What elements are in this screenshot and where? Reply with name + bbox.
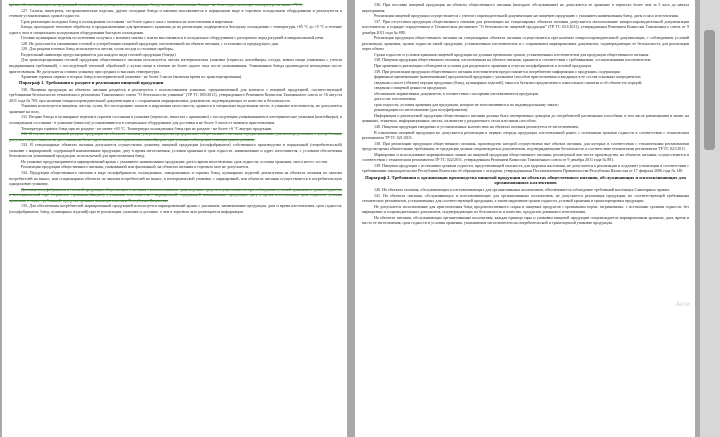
paragraph: Разделочный инвентарь предусматривается для каждого вида готовой продукции (блюда).	[21, 51, 177, 57]
paragraph: 138. При реализации продукции общественного питания, производство которой осуществлено вне объекта питания, для которых в соответствии с техническими регламентами предусмотрены обязательные требования, ее продукция должна сопровождаться документами, подтверждающими безопасность и соответствие техническим регламентам ТР ТС 021/2011.	[362, 140, 689, 152]
paragraph: 133. В стационарных объектах питания допускается осуществлять упаковку пищевой продукции (полуфабрикатов) собственного производства в порционной (потребительской) упаковке с маркировкой, содержащей наименование продукции, дату и время изготовления, условия хранения и срок годности, наименование и адрес изготовителя, с условием обеспечения безопасности упакованной продукции, используемой для приготовления блюд.	[9, 142, 342, 159]
paragraph: Для транспортирования готовой продукции общественного питания используется чистая изотермическая упаковка (термосы, контейнеры, посуда, ковши пищи упакованы с учетом выдерживания требований), с последующей тепловой обработкой у кухни пищи в течение не более одного часа после упаковывания. Упакованные блюда производятся немедленно после приготовления. Не допускается ставить упаковку при средних и высоких температурах.	[9, 57, 342, 74]
list-item: обозначение нормативных документов, в соответствии с которыми изготавливается продукция;	[374, 90, 539, 96]
section-heading: Параграф 1. Требования к раздаче и реализации пищевой продукции	[19, 80, 164, 86]
paragraph: Упаковка используется пищевая, чистая, сухая, без посторонних запахов и нарушения целостности, хранится в специально выделенном месте, в упаковке изготовителя, не допускается хранение на полу.	[9, 103, 342, 114]
paragraph: На объектах питания, обслуживающих организованные коллективы, каждая единица тары и упаковки пищевой продукции сопровождается маркировочным ярлыком, дата, время и место ее изготовления, срок годности и условия хранения, указываемые изготовителем на потребительской и транспортной упаковке продукции.	[362, 214, 689, 226]
paragraph: Маркировка и использование маркировочных знаков на пищевой продукции общественного питания, реализуемой вне места производства, на объектах питания, осуществляется в соответствии с техническим регламентом ТР ТС 022/2011, утвержденным Решением Комиссии Таможенного союза от 9 декабря 2011 года № 881.	[362, 151, 689, 163]
paragraph: 139. При реализации продукции общественного питания изготовителем предоставляется потребителю информация о продукции, содержащая:	[374, 68, 621, 74]
paragraph: 130. Пищевая продукция на объектах питания раздаётся и реализуется с использованием упаковки, предназначенной для контакта с пищевой продукцией, соответствующей требованиям безопасности технического регламента Таможенного союза "О безопасности упаковки" (ТР ТС 005/2011), утвержденного Решением Комиссии Таможенного союза от 16 августа 2011 года № 769, при наличии товаросопроводительной документации и с сохранением маркировочных документов, подтверждающих ее качество и безопасность.	[9, 86, 342, 103]
list-item: срок годности, условия хранения для продукции, которые не изготавливаются по индивидуальному заказу;	[374, 101, 559, 107]
paragraph: Сроки годности и условия хранения пищевой продукции не должны превышать сроков, установленных изготовителем для продукции общественного питания.	[374, 51, 650, 57]
paragraph: 140. На объектах питания, обслуживающих и изготавливающих для организованных коллективов, обеспечивается соблюдение требований настоящих Санитарных правил.	[374, 186, 671, 192]
paragraph: 135. Для обеспечения потребителей маркированной продукцией используется маркировочный ярлык с указанием: наименование продукции, дата и время изготовления, срок годности; (полуфабрикатов, блюд, кулинарных изделий) при ее реализации, упаковке и доставке, о чем в торговом зале размещается информация.	[9, 203, 342, 214]
paragraph: Срок реализации холодных блюд в охлажденном состоянии - не более одного часа с момента их изготовления и нарезания.	[21, 18, 234, 24]
paragraph: В отношении пищевой продукции не допускается реализация в первую очередь продукции, изготовленной ранее, с истекшими сроками годности в соответствии с техническим регламентом ТР ТС 021/2011.	[362, 129, 689, 141]
list-item: дата и час изготовления;	[374, 96, 417, 102]
list-item: рекомендации по изготовлению (для полуфабрикатов).	[374, 107, 469, 113]
struck-text: время, обеспечивающего непрерывный теплоноситель для приема дозированных блюд, питание оптимально блюда - не более двух часов при температуре не ниже +75 С.	[9, 2, 303, 7]
paragraph: Реализация продукции общественного питания, упакованной или фасованной, на объектах питания в торговом зале не допускается.	[21, 164, 250, 170]
paragraph: 127. Салаты, винегреты, гастрономические изделия, другие холодные блюда и напитки выставляются в порционном виде в торговом холодильном оборудовании и реализуются в течение установленных сроков годности.	[9, 7, 342, 19]
paragraph: 136. При поставке пищевой продукции на объекты общественного питания (выездное обслуживание) не допускается ее хранение в термосах более чем за 3 часа до начала мероприятия.	[362, 2, 689, 13]
paragraph: Реализация продукции общественного питания на стационарных объектах питания осуществляется при наличии товаросопроводительной документации, с соблюдением условий реализации, хранения, сроков годности такой продукции, установленных изготовителем и с сохранением маркировочных документов, подтверждающих ее безопасность для реализации через объект.	[362, 35, 689, 52]
paragraph: 129. Для раздачи готовых блюд используются чистая, сухая посуда и столовые приборы.	[21, 46, 174, 52]
paragraph: 137. При отсутствии продукции общественного питания для реализации на стационарных объектах питания допускается использование товаросопроводительной документации изготовителя, в порядке определенном в Техническом регламенте "О безопасности пищевой продукции" (ТР ТС 021/2011), утвержденным Решением Комиссии Таможенного союза от 9 декабря 2011 года № 880.	[362, 18, 689, 35]
paragraph: 128. Не допускается смешивание готовой к употреблению пищевой продукции, изготовленной на объекте питания, с остатками от предыдущего дня.	[21, 40, 279, 46]
struck-text: Доставка полуфабрикатов и готовой продукции общественного питания с использованием транспортных средств осуществляется при соблюдении условий хранения и сроков годности, в изотермической таре (термосах, термоконтейнерах), в упаковке изготовителя с маркировкой, содержащей наименование продукции, дату и время изготовления, срок годности, условия хранения, а также требований, предусмотренных законодательством Республики Казахстан.	[9, 186, 342, 203]
struck-text: 132. В случае невозможной раздачи продукции на объектах питания для реализации на предприятиях общественного питания, предназначенных для непосредственного употребления, допускается доставка их на расстояния не более двух часов в изотермических контейнерах, при условии соблюдения температурного режима.	[9, 131, 342, 142]
paragraph: Не допускается использование для приготовления блюд продовольственного сырья и пищевых продуктов с признаками порчи, загрязненных, с истекшими сроками годности, без маркировки и сопроводительных документов, подтверждающих их безопасность и качество, продуктов домашнего изготовления.	[362, 203, 689, 215]
list-item: сведения о массе (объеме) порции продукции (блюд, кулинарных изделий), емкости бутылки предлагаемого алкогольного напитка и об объеме его порций;	[374, 79, 643, 85]
paragraph: Блюда, прошедшие тепловую обработку и предназначенные для временного хранения до их реализации, подвергаются быстрому охлаждению с температуры +65 °C до +5 °C в течение одного часа в специальном холодильном оборудовании быстрого охлаждения.	[9, 24, 342, 35]
paragraph: Реализация пищевой продукции осуществляется с учетом сопроводительной документации на пищевую продукцию с указанием наименования блюд, даты и часа изготовления.	[374, 13, 679, 19]
paragraph: 134. Продукция общественного питания в виде полуфабрикатов, охлажденных, замороженных и горячих блюд, кулинарных изделий, реализуемая на объектах питания по заказам потребителей на вынос, или стационарных объектах по заказам потребителей на вынос, в изотермической упаковке, с маркировкой, или объектах питания осуществляется в потребительскую одноразовую упаковку.	[9, 169, 342, 187]
paragraph: 139. Пищевая продукция с истекшими сроками годности, представляющей опасность для здоровья населения, не допускается к реализации и подлежит утилизации в соответствии с требованиями законодательства Республики Казахстан об обращении с отходами, утвержденными Постановлением Правительства Республики Казахстан от 17 февраля 2006 года № 140.	[362, 162, 689, 174]
paragraph: 131. Вторые блюда и кулинарные изделия в горячем состоянии в упаковке (термосах, емкостях с крышками) с последующим упаковыванием в изотермические упаковки (контейнеры), в охлажденном состоянии - в упаковке (емкости) устанавливаются в специальное оборудование для доставки и не более 3 часов от момента приготовления.	[9, 114, 342, 126]
paragraph: Температура горячих блюд при их раздаче - не менее +65 °C. Температура охлажденных блюд при их раздаче - не более +6 °C внутри продукции.	[21, 125, 273, 131]
paragraph: Готовые кулинарные изделия по истечении получаса с момента снятия с плиты выставляются в холодильное оборудование с разогревом перед раздачей в микроволновой печи.	[21, 35, 325, 41]
document-page-left	[2, 0, 347, 437]
paragraph: Информация о реализуемой продукции общественного питания должна быть своевременно доведена до потребителей различными способами, в том числе размещением в меню, на ценниках, этикетках, информационных листах, на вывеске у раздаточного стола или иным способом.	[362, 112, 689, 124]
paragraph: Хранение горячих первых и вторых блюд в изотермической упаковке - не более 3 часов (включая время их транспортирования).	[21, 74, 243, 80]
list-item: фирменное наименование (наименование) предлагаемой продукции с указанием способов приготовления и входящих в ее состав основных ингредиентов;	[374, 74, 642, 80]
paragraph: 138. Пищевая продукция общественного питания, изготовленная на объекте питания, хранится в соответствии с требованиями, установленными изготовителем.	[374, 57, 652, 63]
paragraph: 141. На объектах питания, обслуживающих и изготавливающих для организованных коллективов, не допускается реализация продукции, не соответствующей требованиям технических регламентов, установленных для соответствующей продукции, а также нарушение сроков годности, условий хранения и транспортировки продукции.	[362, 192, 689, 204]
page-gutter	[347, 0, 355, 437]
activation-watermark: Акти	[676, 302, 690, 308]
scrollbar-thumb[interactable]	[704, 30, 715, 150]
section-heading: Параграф 2. Требования к организации производства пищевой продукции на объектах общественного питания, обслуживающих и изготавливающих для организованных коллективов	[365, 174, 686, 186]
paragraph: 140. Пищевая продукция ежедневно в установленных количествах на объектах питания реализуется ее изготовлением.	[374, 124, 580, 130]
paragraph: При хранении и реализации соблюдаются условия для раздельного хранения и отпуска полуфабрикатов и готовой продукции.	[374, 63, 592, 69]
list-item: сведения о пищевой ценности продукции;	[374, 85, 447, 91]
document-page-right	[355, 0, 695, 437]
paragraph: На упаковке предусматривается маркировочный ярлык с указанием: наименование продукции; дата и время изготовления; срок годности; условия хранения; масса нетто; состав.	[21, 158, 328, 164]
